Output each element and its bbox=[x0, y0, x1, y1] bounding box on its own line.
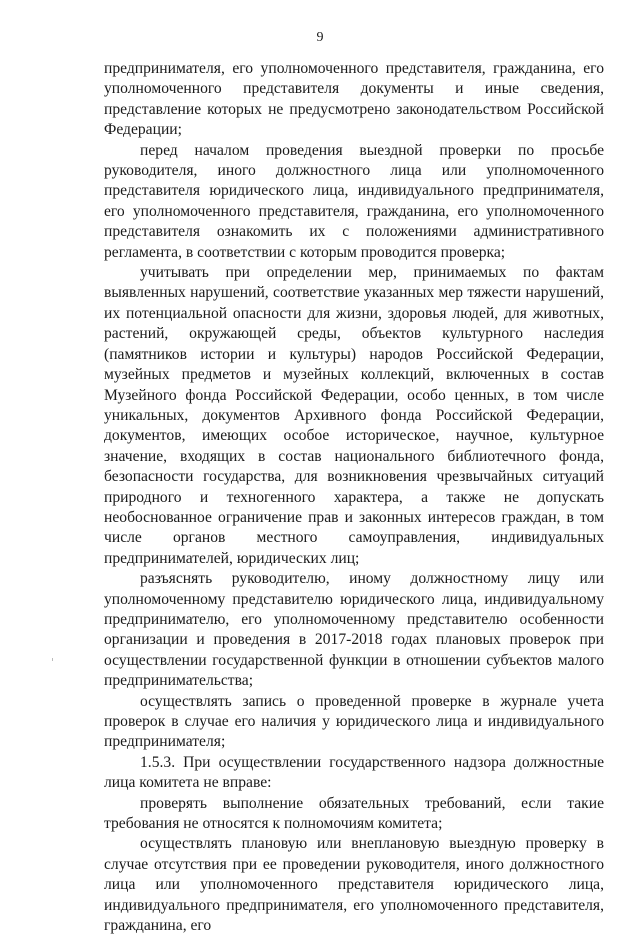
paragraph-7: проверять выполнение обязательных требований, если такие требования не относятся к полномочиям комитета; bbox=[104, 794, 604, 833]
document-body bbox=[104, 59, 604, 936]
paragraph-3: учитывать при определении мер, принимаемых по фактам выявленных нарушений, соответствие указанных мер тяжести нарушений, их потенциальной опасности для жизни, здоровья людей, для животных, растений, окружающей среды, объектов культурного наследия (памятников истории и культуры) народов Российской Федерации, музейных предметов и музейных коллекций, включенных в состав Музейного фонда Российской Федерации, особо ценных, в том числе уникальных, документов Архивного фонда Российской Федерации, документов, имеющих особое историческое, научное, культурное значение, входящих в состав национального библиотечного фонда, безопасности государства, для возникновения чрезвычайных ситуаций природного и техногенного характера, а также не допускать необоснованное ограничение прав и законных интересов граждан, в том числе органов местного самоуправления, индивидуальных предпринимателей, юридических лиц; bbox=[104, 264, 604, 567]
paragraph-8: осуществлять плановую или внеплановую выездную проверку в случае отсутствия при ее проведении руководителя, иного должностного лица или уполномоченного представителя юридического лица, индивидуального предпринимателя, его уполномоченного представителя, гражданина, его bbox=[104, 835, 604, 935]
page-number: 9 bbox=[316, 30, 324, 45]
paragraph-4: разъяснять руководителю, иному должностному лицу или уполномоченному представителю юридического лица, индивидуальному предпринимателю, его уполномоченному представителю особенности организации и проведения в 2017-2018 годах плановых проверок при осуществлении государственной функции в отношении субъектов малого предпринимательства; bbox=[104, 570, 604, 690]
margin-mark bbox=[52, 658, 53, 661]
paragraph-1: предпринимателя, его уполномоченного представителя, гражданина, его уполномоченного представителя документы и иные сведения, представление которых не предусмотрено законодательством Российской Федерации; bbox=[104, 60, 604, 139]
paragraph-6: 1.5.3. При осуществлении государственного надзора должностные лица комитета не вправе: bbox=[104, 753, 604, 792]
paragraph-2: перед началом проведения выездной проверки по просьбе руководителя, иного должностного лица или уполномоченного представителя юридического лица, индивидуального предпринимателя, его уполномоченного представителя, гражданина, его уполномоченного представителя ознакомить их с положениями административного регламента, в соответствии с которым проводится проверка; bbox=[104, 141, 604, 261]
paragraph-5: осуществлять запись о проведенной проверке в журнале учета проверок в случае его наличия у юридического лица и индивидуального предпринимателя; bbox=[104, 692, 604, 751]
